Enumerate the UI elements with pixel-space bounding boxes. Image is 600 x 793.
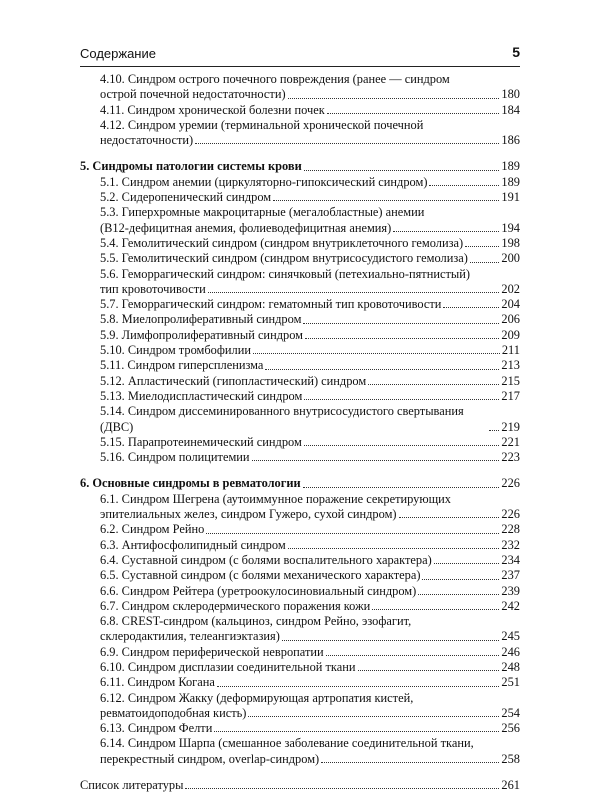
toc-entry-title: 4.10. Синдром острого почечного повреждения (ранее — синдром xyxy=(100,72,450,86)
leader-dots xyxy=(327,113,500,114)
toc-entry-title: 5.15. Парапротеинемический синдром xyxy=(100,434,302,449)
toc-page-number: 242 xyxy=(501,598,520,613)
header-page-number: 5 xyxy=(512,44,520,60)
toc-entry xyxy=(80,645,520,660)
leader-dots xyxy=(253,353,500,354)
header-title: Содержание xyxy=(80,46,156,61)
toc-entry xyxy=(80,404,520,435)
toc-entry xyxy=(80,706,520,721)
toc-entry-title: 6.12. Синдром Жакку (деформирующая артропатия кистей, xyxy=(100,690,414,705)
leader-dots xyxy=(288,548,500,549)
toc-page-number: 211 xyxy=(501,343,520,358)
toc-entry-title-continued: тип кровоточивости xyxy=(100,281,206,296)
toc-entry-title: 5.1. Синдром анемии (циркуляторно-гипоксический синдром) xyxy=(100,174,428,189)
toc-entry xyxy=(80,507,520,522)
section-gap xyxy=(80,767,520,778)
toc-entry xyxy=(80,282,520,297)
leader-dots xyxy=(304,399,499,400)
toc-entry xyxy=(80,538,520,553)
toc-entry-title: 5.2. Сидеропенический синдром xyxy=(100,190,272,205)
toc-entry-title: 5.13. Миелодиспластический синдром xyxy=(100,388,303,403)
toc-page-number: 189 xyxy=(501,159,520,174)
leader-dots xyxy=(304,170,500,171)
toc-entry-title: 5.7. Геморрагический синдром: гематомный тип кровоточивости xyxy=(100,297,442,312)
toc-page-number: 186 xyxy=(501,133,520,148)
toc-entry xyxy=(80,389,520,404)
toc-entry-title-continued: острой почечной недостаточности) xyxy=(100,87,286,102)
leader-dots xyxy=(489,430,499,431)
leader-dots xyxy=(217,686,500,687)
toc-entry xyxy=(80,328,520,343)
leader-dots xyxy=(282,640,500,641)
leader-dots xyxy=(422,579,499,580)
toc-entry-title: 6.8. CREST-синдром (кальциноз, синдром Рейно, эзофагит, xyxy=(100,614,412,629)
toc-entry xyxy=(80,190,520,205)
toc-entry xyxy=(80,251,520,266)
toc-entry xyxy=(80,435,520,450)
toc-page-number: 261 xyxy=(501,778,520,793)
toc-entry-title: 5.5. Гемолитический синдром (синдром внутрисосудистого гемолиза) xyxy=(100,251,468,266)
toc-page-number: 200 xyxy=(501,251,520,266)
leader-dots xyxy=(303,487,500,488)
toc-entry xyxy=(80,236,520,251)
leader-dots xyxy=(288,98,500,99)
toc-entry-title-continued: (B12-дефицитная анемия, фолиеводефицитная анемия) xyxy=(100,220,392,235)
toc-entry-title: 6.10. Синдром дисплазии соединительной ткани xyxy=(100,659,356,674)
toc-entry-line1 xyxy=(80,492,520,507)
toc-page-number: 215 xyxy=(501,373,520,388)
table-of-contents xyxy=(80,72,520,793)
toc-entry xyxy=(80,297,520,312)
toc-entry-title: 6.4. Суставной синдром (с болями воспалительного характера) xyxy=(100,552,432,567)
toc-entry xyxy=(80,721,520,736)
toc-page-number: 209 xyxy=(501,327,520,342)
toc-page-number: 258 xyxy=(501,751,520,766)
toc-entry-title-continued: недостаточности) xyxy=(100,133,194,148)
toc-page-number: 217 xyxy=(501,388,520,403)
running-header xyxy=(80,44,520,67)
toc-page-number: 191 xyxy=(501,190,520,205)
toc-entry-line1 xyxy=(80,267,520,282)
toc-entry-title: 6.1. Синдром Шегрена (аутоиммунное поражение секретирующих xyxy=(100,491,452,506)
toc-page-number: 256 xyxy=(501,721,520,736)
toc-entry-line1 xyxy=(80,205,520,220)
toc-page-number: 254 xyxy=(501,705,520,720)
toc-chapter xyxy=(80,476,520,491)
toc-entry-title: 6.7. Синдром склеродермического поражения кожи xyxy=(100,598,371,613)
toc-entry-title: 5.10. Синдром тромбофилии xyxy=(100,343,251,358)
toc-entry xyxy=(80,312,520,327)
leader-dots xyxy=(265,369,499,370)
toc-entry-title: 5.6. Геморрагический синдром: синячковый (петехиально-пятнистый) xyxy=(100,266,470,281)
leader-dots xyxy=(393,231,499,232)
toc-page-number: 219 xyxy=(501,419,520,434)
toc-page-number: 251 xyxy=(501,675,520,690)
toc-page-number: 246 xyxy=(501,644,520,659)
leader-dots xyxy=(303,323,499,324)
toc-entry xyxy=(80,752,520,767)
toc-entry-line1 xyxy=(80,72,520,87)
toc-entry xyxy=(80,599,520,614)
toc-entry xyxy=(80,675,520,690)
toc-chapter-title: 5. Синдромы патологии системы крови xyxy=(80,159,302,174)
toc-entry-title: 6.5. Суставной синдром (с болями механического характера) xyxy=(100,568,421,583)
toc-entry-title: 6.6. Синдром Рейтера (уретроокулосиновиальный синдром) xyxy=(100,583,417,598)
toc-entry xyxy=(80,450,520,465)
toc-entry-title: 5.8. Миелопролиферативный синдром xyxy=(100,312,302,327)
leader-dots xyxy=(399,517,500,518)
leader-dots xyxy=(208,292,500,293)
toc-page-number: 204 xyxy=(501,297,520,312)
toc-entry xyxy=(80,103,520,118)
toc-entry xyxy=(80,175,520,190)
toc-entry-line1 xyxy=(80,736,520,751)
toc-entry-title: 6.9. Синдром периферической невропатии xyxy=(100,644,324,659)
toc-entry-title-continued: эпителиальных желез, синдром Гужеро, сухой синдром) xyxy=(100,507,397,522)
leader-dots xyxy=(326,655,500,656)
toc-entry-title: 6.13. Синдром Фелти xyxy=(100,721,213,736)
toc-entry xyxy=(80,660,520,675)
leader-dots xyxy=(185,788,499,789)
toc-page-number: 213 xyxy=(501,358,520,373)
toc-page-number: 189 xyxy=(501,174,520,189)
toc-entry xyxy=(80,629,520,644)
toc-entry xyxy=(80,374,520,389)
toc-page-number: 228 xyxy=(501,522,520,537)
toc-page-number: 232 xyxy=(501,537,520,552)
leader-dots xyxy=(470,262,500,263)
toc-page-number: 206 xyxy=(501,312,520,327)
toc-page-number: 239 xyxy=(501,583,520,598)
toc-entry xyxy=(80,343,520,358)
leader-dots xyxy=(252,460,500,461)
toc-page-number: 248 xyxy=(501,659,520,674)
leader-dots xyxy=(434,563,500,564)
toc-entry xyxy=(80,133,520,148)
toc-page-number: 221 xyxy=(501,434,520,449)
toc-entry-title: 4.11. Синдром хронической болезни почек xyxy=(100,102,325,117)
toc-chapter-title: 6. Основные синдромы в ревматологии xyxy=(80,476,301,491)
toc-page-number: 234 xyxy=(501,552,520,567)
leader-dots xyxy=(372,609,499,610)
leader-dots xyxy=(321,762,499,763)
leader-dots xyxy=(248,716,499,717)
toc-entry-title: 5.14. Синдром диссеминированного внутрисосудистого свертывания (ДВС) xyxy=(100,404,464,434)
toc-chapter xyxy=(80,159,520,174)
toc-entry xyxy=(80,358,520,373)
toc-entry-title: 4.12. Синдром уремии (терминальной хронической почечной xyxy=(100,117,424,132)
toc-entry-title: 5.11. Синдром гиперспленизма xyxy=(100,358,264,373)
toc-entry xyxy=(80,584,520,599)
toc-entry-title-continued: перекрестный синдром, overlap-синдром) xyxy=(100,751,320,766)
toc-entry-title-continued: ревматоидоподобная кисть) xyxy=(100,705,247,720)
section-gap xyxy=(80,465,520,476)
toc-entry xyxy=(80,87,520,102)
toc-entry-title: 6.14. Синдром Шарпа (смешанное заболевание соединительной ткани, xyxy=(100,736,474,751)
leader-dots xyxy=(304,445,500,446)
toc-entry-line1 xyxy=(80,614,520,629)
leader-dots xyxy=(429,185,499,186)
toc-page-number: 184 xyxy=(501,102,520,117)
toc-entry-line1 xyxy=(80,118,520,133)
toc-entry-title: 5.3. Гиперхромные макроцитарные (мегалобластные) анемии xyxy=(100,205,425,220)
section-gap xyxy=(80,148,520,159)
toc-entry-title: 5.9. Лимфопролиферативный синдром xyxy=(100,327,303,342)
leader-dots xyxy=(465,246,499,247)
toc-page-number: 194 xyxy=(501,220,520,235)
toc-entry xyxy=(80,553,520,568)
toc-page-number: 226 xyxy=(501,476,520,491)
toc-entry-title: 6.11. Синдром Когана xyxy=(100,675,215,690)
toc-entry xyxy=(80,522,520,537)
toc-entry-title: 5.16. Синдром полицитемии xyxy=(100,450,250,465)
toc-page-number: 180 xyxy=(501,87,520,102)
toc-entry-title: 5.4. Гемолитический синдром (синдром внутриклеточного гемолиза) xyxy=(100,235,464,250)
toc-page-number: 237 xyxy=(501,568,520,583)
leader-dots xyxy=(443,307,499,308)
toc-page-number: 202 xyxy=(501,281,520,296)
toc-page-number: 226 xyxy=(501,507,520,522)
toc-entry-title: 5.12. Апластический (гипопластический) синдром xyxy=(100,373,367,388)
leader-dots xyxy=(358,670,500,671)
toc-entry-title-continued: склеродактилия, телеангиэктазия) xyxy=(100,629,280,644)
leader-dots xyxy=(214,731,499,732)
leader-dots xyxy=(206,533,499,534)
leader-dots xyxy=(273,200,499,201)
toc-entry-line1 xyxy=(80,691,520,706)
toc-entry xyxy=(80,221,520,236)
leader-dots xyxy=(195,143,499,144)
toc-entry-title: 6.2. Синдром Рейно xyxy=(100,522,205,537)
toc-references xyxy=(80,778,520,793)
toc-entry xyxy=(80,568,520,583)
leader-dots xyxy=(368,384,499,385)
toc-page-number: 223 xyxy=(501,450,520,465)
toc-entry-title: 6.3. Антифосфолипидный синдром xyxy=(100,537,286,552)
toc-page-number: 245 xyxy=(501,629,520,644)
leader-dots xyxy=(418,594,499,595)
toc-chapter-title: Список литературы xyxy=(80,778,184,793)
toc-page-number: 198 xyxy=(501,235,520,250)
leader-dots xyxy=(305,338,499,339)
